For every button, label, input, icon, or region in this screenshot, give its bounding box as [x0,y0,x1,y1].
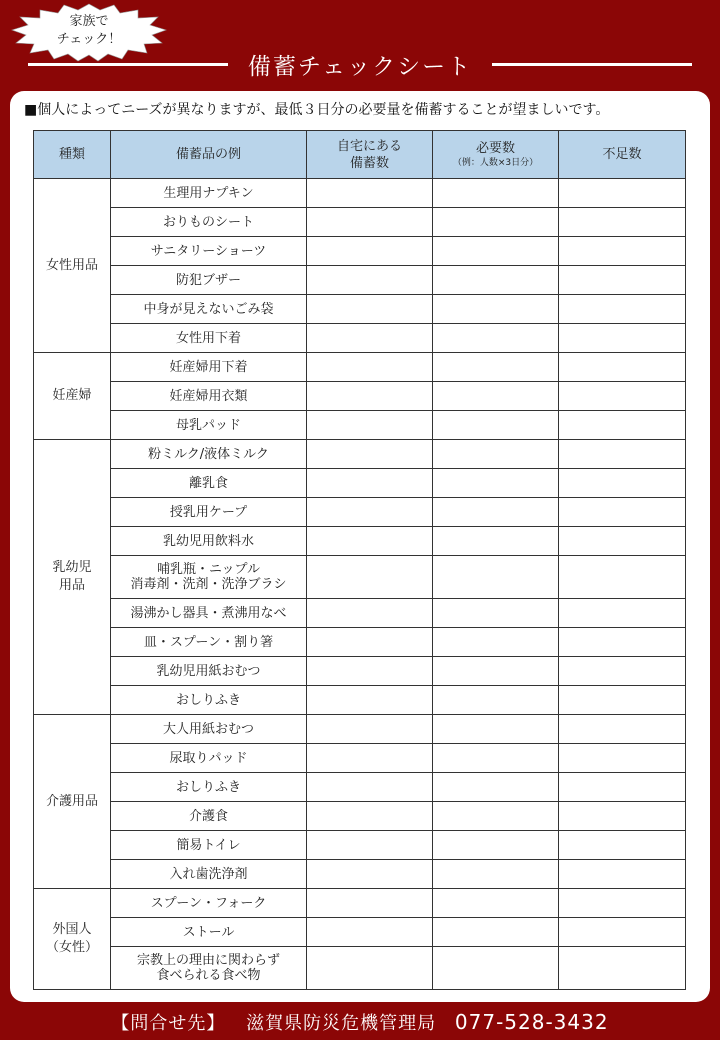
required-cell[interactable] [433,411,559,440]
table-row [34,947,686,990]
item-label: 離乳食 [188,475,228,491]
shortage-cell[interactable] [559,773,686,802]
table-row [34,266,686,295]
home-stock-cell[interactable] [307,860,433,889]
item-cell [111,498,307,527]
item-cell [111,469,307,498]
item-cell [111,686,307,715]
category-label: 妊産婦 [52,388,92,403]
item-cell [111,295,307,324]
item-cell [111,527,307,556]
home-stock-cell[interactable] [307,527,433,556]
item-cell [111,237,307,266]
table-row [34,411,686,440]
table-row [34,527,686,556]
contact-phone: 077-528-3432 [454,1010,609,1034]
item-cell [111,715,307,744]
table-row [34,686,686,715]
shortage-cell[interactable] [559,657,686,686]
contact-org: 滋賀県防災危機管理局 [246,1013,437,1034]
home-stock-cell[interactable] [307,657,433,686]
item-label: 妊産婦用衣類 [169,388,248,404]
required-cell[interactable] [433,498,559,527]
home-stock-cell[interactable] [307,744,433,773]
required-cell[interactable] [433,599,559,628]
item-label: 生理用ナプキン [163,185,254,201]
required-cell[interactable] [433,324,559,353]
required-cell[interactable] [433,802,559,831]
item-label: スプーン・フォーク [150,895,267,911]
home-stock-cell[interactable] [307,237,433,266]
table-row [34,556,686,599]
table-row [34,324,686,353]
required-cell[interactable] [433,860,559,889]
shortage-cell[interactable] [559,498,686,527]
shortage-cell[interactable] [559,802,686,831]
home-stock-cell[interactable] [307,889,433,918]
item-cell [111,918,307,947]
required-cell[interactable] [433,744,559,773]
home-stock-cell[interactable] [307,831,433,860]
header-left-rule [28,63,228,66]
table-row [34,831,686,860]
home-stock-cell[interactable] [307,208,433,237]
home-stock-cell[interactable] [307,353,433,382]
item-label: 防犯ブザー [175,272,241,288]
shortage-cell[interactable] [559,628,686,657]
item-label: 大人用紙おむつ [162,721,254,737]
item-label: 宗教上の理由に関わらず [136,953,280,968]
table-row [34,860,686,889]
shortage-cell[interactable] [559,715,686,744]
item-label: サニタリーショーツ [150,243,267,259]
footer-contact [0,1008,720,1036]
item-cell [111,860,307,889]
home-stock-cell[interactable] [307,440,433,469]
required-cell[interactable] [433,715,559,744]
shortage-cell[interactable] [559,208,686,237]
item-cell [111,744,307,773]
table-row [34,802,686,831]
required-cell[interactable] [433,266,559,295]
table-row [34,382,686,411]
table-row [34,237,686,266]
home-stock-cell[interactable] [307,918,433,947]
item-cell [111,353,307,382]
home-stock-cell[interactable] [307,773,433,802]
item-label: 入れ歯洗浄剤 [169,866,248,882]
item-label: 乳幼児用飲料水 [162,533,254,549]
item-cell [111,440,307,469]
table-row [34,353,686,382]
required-cell[interactable] [433,628,559,657]
shortage-cell[interactable] [559,382,686,411]
table-row [34,744,686,773]
home-stock-cell[interactable] [307,498,433,527]
table-header-row [34,131,686,179]
category-cell [34,715,111,889]
stockpile-table [33,130,686,990]
header-home-line1: 自宅にある [336,138,402,154]
item-label: 女性用下着 [175,330,241,346]
shortage-cell[interactable] [559,266,686,295]
category-label: 乳幼児 [52,560,92,575]
shortage-cell[interactable] [559,556,686,599]
shortage-cell[interactable] [559,744,686,773]
header-right-rule [492,63,692,66]
required-cell[interactable] [433,831,559,860]
category-label: 介護用品 [45,793,98,809]
table-row [34,469,686,498]
header-required-label: 必要数 [475,141,515,156]
table-row [34,918,686,947]
shortage-cell[interactable] [559,440,686,469]
required-cell[interactable] [433,353,559,382]
item-cell [111,208,307,237]
category-cell [34,353,111,440]
required-cell[interactable] [433,527,559,556]
item-label: 中身が見えないごみ袋 [143,301,274,317]
required-cell[interactable] [433,556,559,599]
shortage-cell[interactable] [559,527,686,556]
table-row [34,715,686,744]
item-label: 乳幼児用紙おむつ [156,663,261,679]
item-cell [111,657,307,686]
header-kind: 種類 [34,131,111,179]
item-label: 授乳用ケープ [169,504,248,520]
item-label: 尿取りパッド [169,750,248,766]
shortage-cell[interactable] [559,686,686,715]
required-cell[interactable] [433,657,559,686]
item-cell [111,947,307,990]
item-cell [111,599,307,628]
home-stock-cell[interactable] [307,802,433,831]
header-required [433,131,559,179]
header-home-line2: 備蓄数 [349,155,389,171]
required-cell[interactable] [433,889,559,918]
item-label: 簡易トイレ [176,837,241,853]
item-cell [111,889,307,918]
shortage-cell[interactable] [559,295,686,324]
item-label: 哺乳瓶・ニップル [157,562,260,577]
item-cell [111,802,307,831]
shortage-cell[interactable] [559,831,686,860]
item-label: 母乳パッド [175,417,241,433]
table-row [34,628,686,657]
table-row [34,889,686,918]
item-label: 食べられる食べ物 [156,968,261,983]
home-stock-cell[interactable] [307,599,433,628]
item-cell [111,179,307,208]
header-required-sub: （例：人数×3日分） [452,158,539,168]
required-cell[interactable] [433,295,559,324]
badge-line1: 家族で [69,14,109,29]
shortage-cell[interactable] [559,860,686,889]
required-cell[interactable] [433,382,559,411]
home-stock-cell[interactable] [307,686,433,715]
required-cell[interactable] [433,918,559,947]
home-stock-cell[interactable] [307,411,433,440]
home-stock-cell[interactable] [307,947,433,990]
category-label: 外国人 [52,922,92,937]
item-label: 湯沸かし器具・煮沸用なべ [130,605,287,621]
shortage-cell[interactable] [559,353,686,382]
required-cell[interactable] [433,237,559,266]
required-cell[interactable] [433,773,559,802]
category-label: 女性用品 [45,257,98,273]
page-header [0,46,720,82]
home-stock-cell[interactable] [307,715,433,744]
home-stock-cell[interactable] [307,295,433,324]
shortage-cell[interactable] [559,237,686,266]
item-cell [111,411,307,440]
table-row [34,295,686,324]
shortage-cell[interactable] [559,947,686,990]
home-stock-cell[interactable] [307,556,433,599]
table-row [34,208,686,237]
shortage-cell[interactable] [559,469,686,498]
table-body [34,179,686,990]
required-cell[interactable] [433,686,559,715]
item-label: 介護食 [188,808,228,824]
table-row [34,773,686,802]
shortage-cell[interactable] [559,179,686,208]
item-cell [111,831,307,860]
contact-label: 【問合せ先】 [111,1013,226,1034]
category-label: （女性） [45,940,98,955]
shortage-cell[interactable] [559,324,686,353]
category-label: 用品 [58,578,85,593]
home-stock-cell[interactable] [307,628,433,657]
home-stock-cell[interactable] [307,382,433,411]
item-label: ストール [182,924,235,940]
shortage-cell[interactable] [559,918,686,947]
required-cell[interactable] [433,440,559,469]
badge-line2: チェック！ [56,32,122,47]
header-item: 備蓄品の例 [111,131,307,179]
shortage-cell[interactable] [559,889,686,918]
table-row [34,440,686,469]
header-shortage: 不足数 [559,131,686,179]
required-cell[interactable] [433,208,559,237]
category-cell [34,889,111,990]
table-row [34,599,686,628]
required-cell[interactable] [433,179,559,208]
item-label: 妊産婦用下着 [169,359,248,375]
item-label: 粉ミルク/液体ミルク [148,446,269,462]
item-label: おりものシート [162,214,254,230]
item-label: 皿・スプーン・割り箸 [143,634,274,650]
table-row [34,657,686,686]
shortage-cell[interactable] [559,599,686,628]
required-cell[interactable] [433,469,559,498]
item-cell [111,324,307,353]
item-cell [111,556,307,599]
item-label: 消毒剤・洗剤・洗浄ブラシ [130,577,287,592]
item-cell [111,382,307,411]
home-stock-cell[interactable] [307,469,433,498]
page-title: 備蓄チェックシート [247,53,473,80]
item-cell [111,628,307,657]
required-cell[interactable] [433,947,559,990]
category-cell [34,440,111,715]
item-cell [111,773,307,802]
home-stock-cell[interactable] [307,266,433,295]
header-home-stock [307,131,433,179]
note-text: ■個人によってニーズが異なりますが、最低３日分の必要量を備蓄することが望ましいです。 [24,102,610,118]
home-stock-cell[interactable] [307,179,433,208]
home-stock-cell[interactable] [307,324,433,353]
item-cell [111,266,307,295]
item-label: おしりふき [175,692,241,708]
table-row [34,498,686,527]
badge-text [10,13,168,49]
item-label: おしりふき [175,779,241,795]
category-cell [34,179,111,353]
table-row [34,179,686,208]
shortage-cell[interactable] [559,411,686,440]
